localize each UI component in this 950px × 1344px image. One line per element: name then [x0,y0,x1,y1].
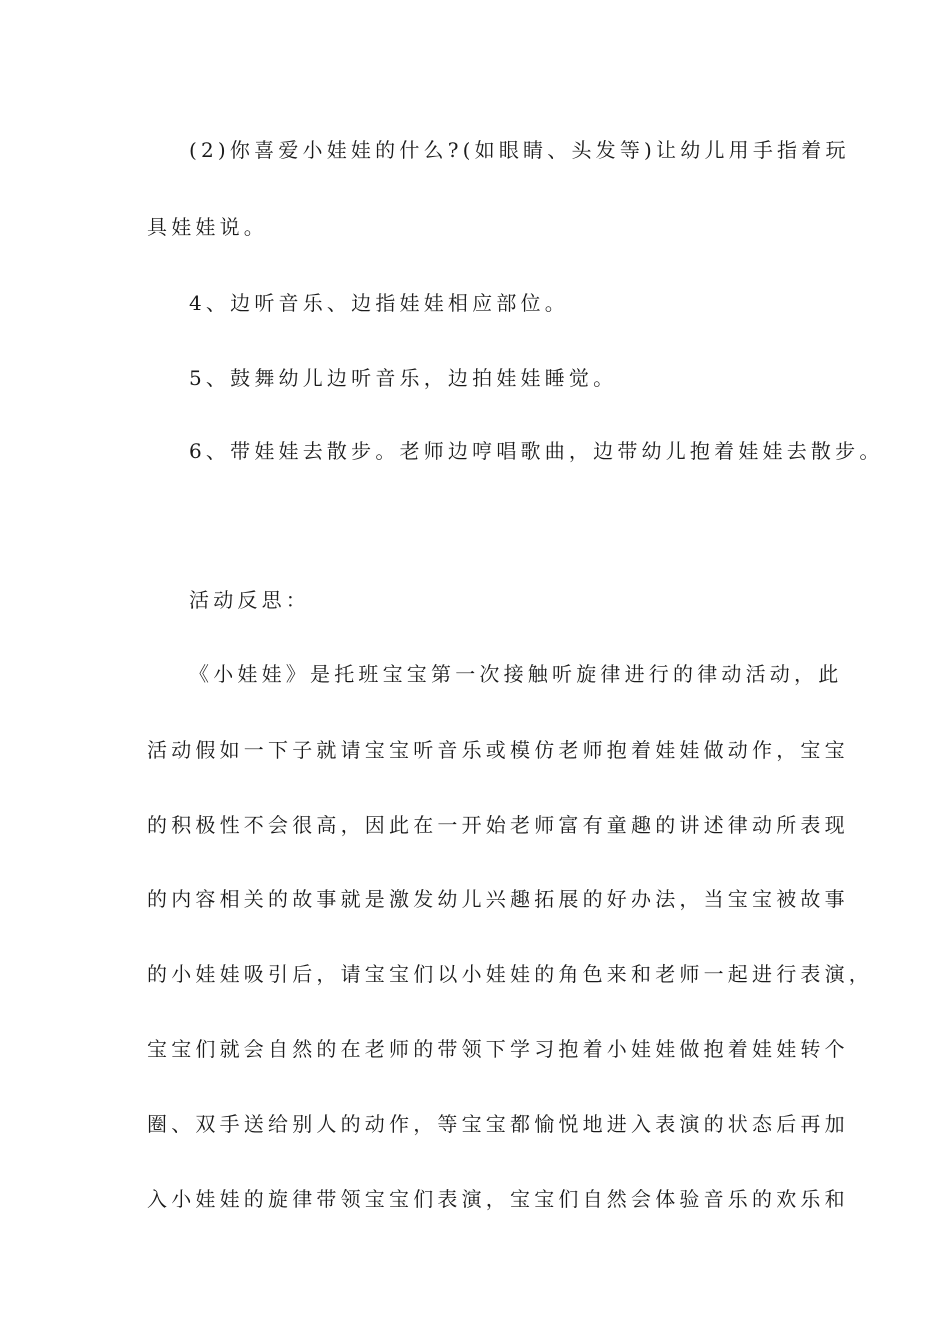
paragraph-line: 6、带娃娃去散步。老师边哼唱歌曲，边带幼儿抱着娃娃去散步。 [189,439,884,463]
paragraph-line: 圈、双手送给别人的动作，等宝宝都愉悦地进入表演的状态后再加 [147,1112,849,1136]
paragraph-line: 4、边听音乐、边指娃娃相应部位。 [189,291,569,315]
paragraph-line: 《小娃娃》是托班宝宝第一次接触听旋律进行的律动活动，此 [189,662,843,686]
section-heading: 活动反思： [189,588,310,612]
paragraph-line: 的积极性不会很高，因此在一开始老师富有童趣的讲述律动所表现 [147,813,849,837]
paragraph-line: 具娃娃说。 [147,215,268,239]
paragraph-line: (2)你喜爱小娃娃的什么?(如眼睛、头发等)让幼儿用手指着玩 [189,138,850,162]
paragraph-line: 活动假如一下子就请宝宝听音乐或模仿老师抱着娃娃做动作，宝宝 [147,738,849,762]
paragraph-line: 入小娃娃的旋律带领宝宝们表演，宝宝们自然会体验音乐的欢乐和 [147,1187,849,1211]
paragraph-line: 的小娃娃吸引后，请宝宝们以小娃娃的角色来和老师一起进行表演， [147,962,873,986]
paragraph-line: 的内容相关的故事就是激发幼儿兴趣拓展的好办法，当宝宝被故事 [147,887,849,911]
paragraph-line: 宝宝们就会自然的在老师的带领下学习抱着小娃娃做抱着娃娃转个 [147,1037,849,1061]
paragraph-line: 5、鼓舞幼儿边听音乐，边拍娃娃睡觉。 [189,366,618,390]
